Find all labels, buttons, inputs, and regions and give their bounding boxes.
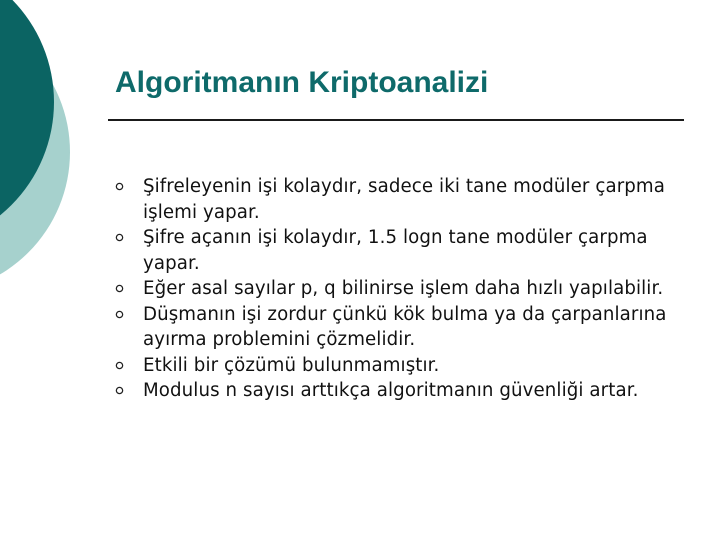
ring-bullet-icon: [115, 284, 124, 293]
ring-bullet-icon: [115, 182, 124, 191]
bullet-text: Şifreleyenin işi kolaydır, sadece iki tane modüler çarpma işlemi yapar.: [143, 176, 665, 223]
title-divider: [108, 119, 684, 121]
corner-decoration: [0, 0, 120, 320]
bullet-item: [112, 225, 672, 276]
bullet-item: [112, 276, 672, 302]
bullet-text: Modulus n sayısı arttıkça algoritmanın güvenliği artar.: [143, 380, 639, 401]
bullet-text: Etkili bir çözümü bulunmamıştır.: [143, 354, 440, 376]
bullet-text: Düşmanın işi zordur çünkü kök bulma ya da çarpanlarına ayırma problemini çözmelidir.: [143, 303, 667, 350]
bullet-item: [112, 378, 672, 404]
ring-bullet-icon: [115, 361, 124, 370]
bullet-text: Şifre açanın işi kolaydır, 1.5 logn tane modüler çarpma yapar.: [143, 227, 648, 274]
bullet-item: [112, 174, 672, 225]
bullet-list: [112, 174, 672, 404]
bullet-item: [112, 353, 672, 379]
bullet-text: Eğer asal sayılar p, q bilinirse işlem daha hızlı yapılabilir.: [143, 278, 664, 299]
ring-bullet-icon: [115, 310, 124, 319]
bullet-item: [112, 302, 672, 353]
slide-title: Algoritmanın Kriptoanalizi: [115, 66, 489, 99]
ring-bullet-icon: [115, 386, 124, 395]
ring-bullet-icon: [115, 233, 124, 242]
